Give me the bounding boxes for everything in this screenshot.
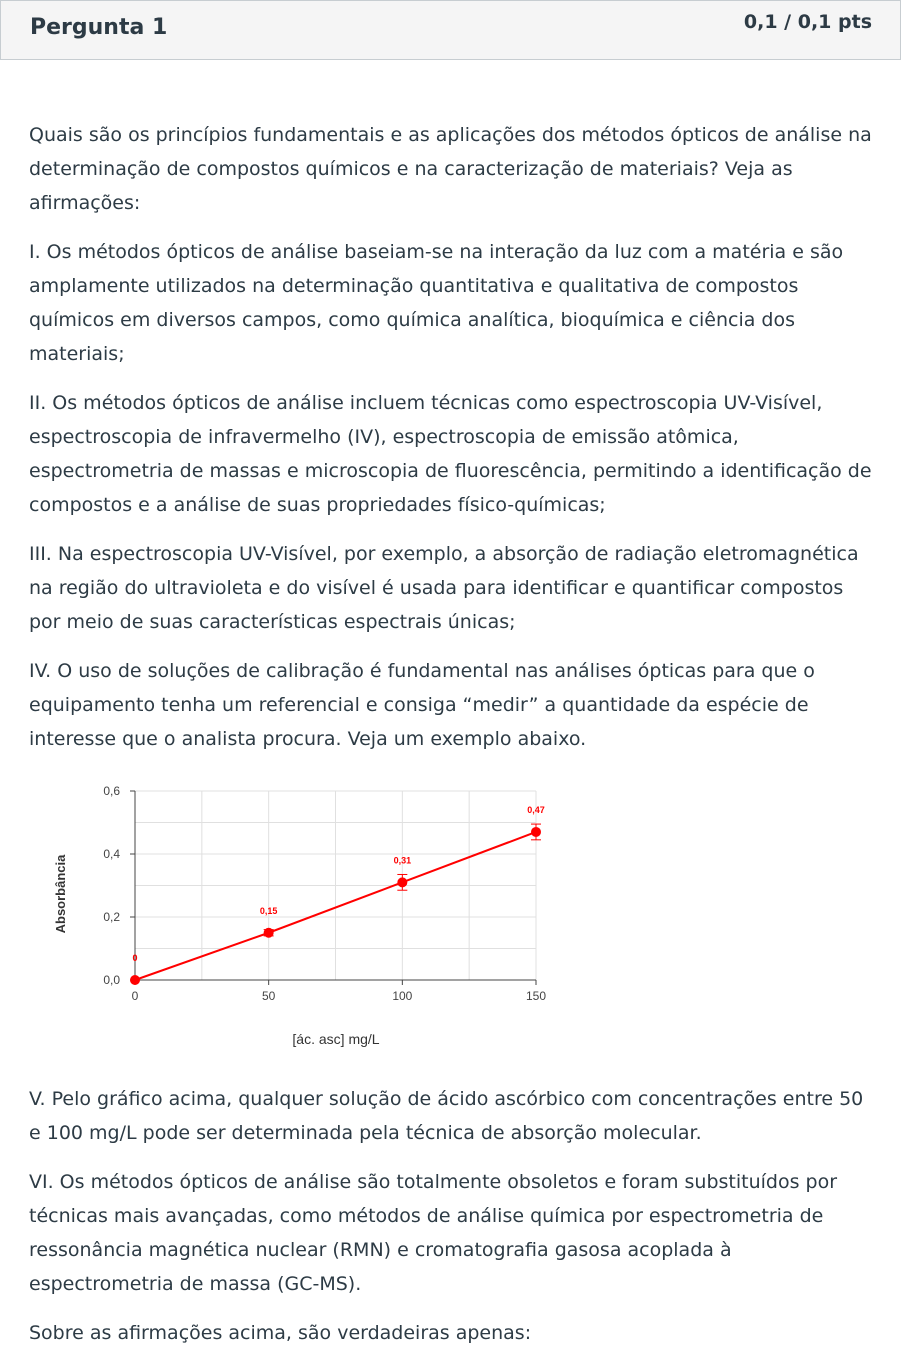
question-body: [29, 118, 877, 771]
y-tick-label: 0,0: [103, 973, 120, 987]
data-point: [264, 928, 274, 938]
question-intro: Quais são os princípios fundamentais e as aplicações dos métodos ópticos de análise na determinação de compostos químicos e na caracterização de materiais? Veja as afirmações:: [29, 124, 872, 214]
statement-ii: II. Os métodos ópticos de análise incluem técnicas como espectroscopia UV-Visível, espectroscopia de infravermelho (IV), espectroscopia de emissão atômica, espectrometria de massas e microscopia de fluorescência, permitindo a identificação de compostos e a análise de suas propriedades físico-químicas;: [29, 392, 872, 516]
chart-series: [130, 805, 545, 985]
chart-y-axis-label: Absorbância: [53, 854, 68, 934]
question-body-continued: [29, 1082, 877, 1365]
data-label: 0,47: [527, 804, 545, 815]
y-tick-label: 0,6: [103, 784, 120, 798]
statement-v: V. Pelo gráfico acima, qualquer solução de ácido ascórbico com concentrações entre 50 e 100 mg/L pode ser determinada pela técnica de absorção molecular.: [29, 1088, 864, 1144]
chart-grid: [135, 791, 536, 980]
chart-x-axis-label: [ác. asc] mg/L: [292, 1031, 380, 1047]
x-tick-label: 150: [525, 989, 547, 1003]
question-header: [0, 0, 901, 60]
statement-i: I. Os métodos ópticos de análise baseiam-se na interação da luz com a matéria e são amplamente utilizados na determinação quantitativa e qualitativa de compostos químicos em diversos campos, como química analítica, bioquímica e ciência dos materiais;: [29, 241, 844, 365]
data-point: [397, 877, 407, 887]
statement-iv: IV. O uso de soluções de calibração é fundamental nas análises ópticas para que o equipamento tenha um referencial e consiga “medir” a quantidade da espécie de interesse que o analista procura. Veja um exemplo abaixo.: [29, 660, 815, 750]
data-label: 0,15: [259, 905, 278, 916]
calibration-chart: [48, 778, 568, 1068]
y-tick-label: 0,4: [103, 847, 120, 861]
statement-vi: VI. Os métodos ópticos de análise são totalmente obsoletos e foram substituídos por técnicas mais avançadas, como métodos de análise química por espectrometria de ressonância magnética nuclear (RMN) e cromatografia gasosa acoplada à espectrometria de massa (GC-MS).: [29, 1171, 838, 1295]
data-label: 0: [132, 953, 138, 963]
y-tick-label: 0,2: [103, 910, 120, 924]
data-point: [531, 827, 541, 837]
data-point: [130, 975, 140, 985]
x-tick-label: 100: [392, 989, 413, 1003]
chart-ticks: [103, 784, 546, 1003]
question-points: 0,1 / 0,1 pts: [743, 11, 872, 33]
data-label: 0,31: [393, 855, 412, 866]
question-closing: Sobre as afirmações acima, são verdadeiras apenas:: [29, 1322, 532, 1344]
statement-iii: III. Na espectroscopia UV-Visível, por exemplo, a absorção de radiação eletromagnética na região do ultravioleta e do visível é usada para identificar e quantificar compostos por meio de suas características espectrais únicas;: [29, 543, 859, 633]
x-tick-label: 50: [261, 989, 276, 1003]
question-title: Pergunta 1: [30, 15, 168, 40]
x-tick-label: 0: [131, 989, 139, 1003]
